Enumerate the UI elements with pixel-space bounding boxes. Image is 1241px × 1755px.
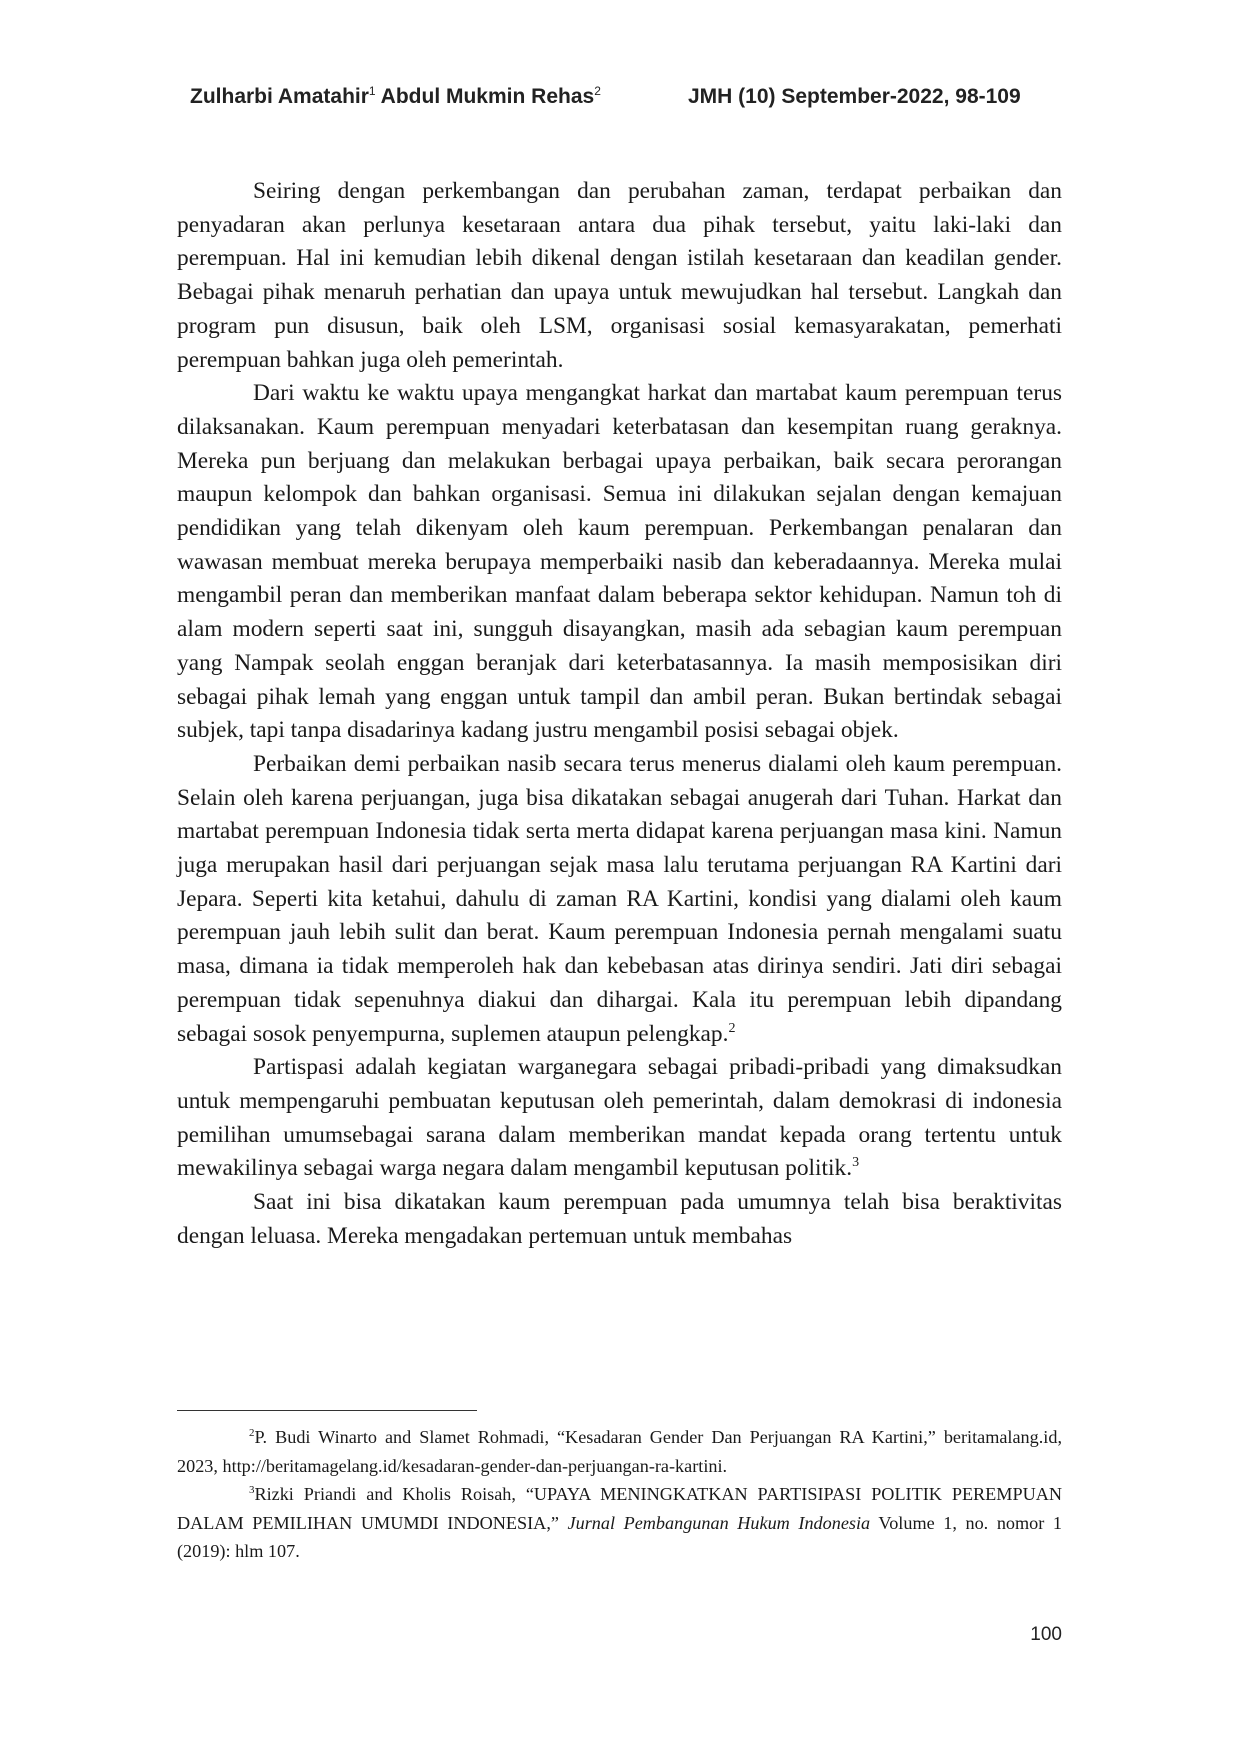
- header-journal-info: JMH (10) September-2022, 98-109: [688, 85, 1021, 108]
- footnotes: [177, 1423, 1062, 1566]
- paragraph-text: Saat ini bisa dikatakan kaum perempuan pada umumnya telah bisa beraktivitas dengan leluasa. Mereka mengadakan pertemuan untuk membahas: [177, 1189, 1062, 1249]
- page-number: 100: [1030, 1624, 1062, 1645]
- paragraph-text: Seiring dengan perkembangan dan perubahan zaman, terdapat perbaikan dan penyadaran akan perlunya kesetaraan antara dua pihak tersebut, yaitu laki-laki dan perempuan. Hal ini kemudian lebih dikenal dengan istilah kesetaraan dan keadilan gender. Bebagai pihak menaruh perhatian dan upaya untuk mewujudkan hal tersebut. Langkah dan program pun disusun, baik oleh LSM, organisasi sosial kemasyarakatan, pemerhati perempuan bahkan juga oleh pemerintah.: [177, 178, 1062, 373]
- paragraph: [177, 1186, 1062, 1253]
- paragraph: [177, 1051, 1062, 1186]
- author-2: Abdul Mukmin Rehas: [375, 85, 595, 108]
- footnote-text-tail: Volume 1, no. nomor 1 (2019): hlm 107.: [177, 1512, 1063, 1561]
- footnote-reference-3[interactable]: 3: [852, 1154, 860, 1171]
- footnote-journal-title: Jurnal Pembangunan Hukum Indonesia: [567, 1512, 871, 1533]
- footnote-text: P. Budi Winarto and Slamet Rohmadi, “Kesadaran Gender Dan Perjuangan RA Kartini,” beritamalang.id, 2023, http://beritamagelang.id/kesadaran-gender-dan-perjuangan-ra-kartini.: [177, 1427, 1062, 1476]
- paragraph-text: Partispasi adalah kegiatan warganegara sebagai pribadi-pribadi yang dimaksudkan untuk mempengaruhi pembuatan keputusan oleh pemerintah, dalam demokrasi di indonesia pemilihan umumsebagai sarana dalam memberikan mandat kepada orang tertentu untuk mewakilinya sebagai warga negara dalam mengambil keputusan politik.: [177, 1054, 1062, 1182]
- footnote-text: Rizki Priandi and Kholis Roisah, “UPAYA MENINGKATKAN PARTISIPASI POLITIK PEREMPUAN DALAM PEMILIHAN UMUMDI INDONESIA,”: [177, 1484, 1062, 1533]
- footnote-mark: 3: [249, 1483, 255, 1496]
- header-authors: [190, 82, 601, 112]
- paragraph: [177, 748, 1062, 1051]
- paragraph-text: Dari waktu ke waktu upaya mengangkat harkat dan martabat kaum perempuan terus dilaksanakan. Kaum perempuan menyadari keterbatasan dan kesempitan ruang geraknya. Mereka pun berjuang dan melakukan berbagai upaya perbaikan, baik secara perorangan maupun kelompok dan bahkan organisasi. Semua ini dilakukan sejalan dengan kemajuan pendidikan yang telah dikenyam oleh kaum perempuan. Perkembangan penalaran dan wawasan membuat mereka berupaya memperbaiki nasib dan keberadaannya. Mereka mulai mengambil peran dan memberikan manfaat dalam beberapa sektor kehidupan. Namun toh di alam modern seperti saat ini, sungguh disayangkan, masih ada sebagian kaum perempuan yang Nampak seolah enggan beranjak dari keterbatasannya. Ia masih memposisikan diri sebagai pihak lemah yang enggan untuk tampil dan ambil peran. Bukan bertindak sebagai subjek, tapi tanpa disadarinya kadang justru mengambil posisi sebagai objek.: [177, 380, 1062, 744]
- author-1-affiliation-mark: 1: [368, 84, 376, 98]
- footnote-3: [177, 1480, 1062, 1566]
- paragraph-text: Perbaikan demi perbaikan nasib secara terus menerus dialami oleh kaum perempuan. Selain oleh karena perjuangan, juga bisa dikatakan sebagai anugerah dari Tuhan. Harkat dan martabat perempuan Indonesia tidak serta merta didapat karena perjuangan masa kini. Namun juga merupakan hasil dari perjuangan sejak masa lalu terutama perjuangan RA Kartini dari Jepara. Seperti kita ketahui, dahulu di zaman RA Kartini, kondisi yang dialami oleh kaum perempuan jauh lebih sulit dan berat. Kaum perempuan Indonesia pernah mengalami suatu masa, dimana ia tidak memperoleh hak dan kebebasan atas dirinya sendiri. Jati diri sebagai perempuan tidak sepenuhnya diakui dan dihargai. Kala itu perempuan lebih dipandang sebagai sosok penyempurna, suplemen ataupun pelengkap.: [177, 750, 1062, 1047]
- author-2-affiliation-mark: 2: [594, 84, 601, 98]
- footnote-mark: 2: [249, 1426, 255, 1439]
- body-text: [177, 175, 1062, 1254]
- paragraph: [177, 377, 1062, 748]
- footnote-reference-2[interactable]: 2: [728, 1019, 736, 1036]
- paragraph: [177, 175, 1062, 377]
- footnote-divider: [177, 1410, 477, 1411]
- footnote-2: [177, 1423, 1062, 1480]
- author-1: Zulharbi Amatahir: [190, 85, 369, 108]
